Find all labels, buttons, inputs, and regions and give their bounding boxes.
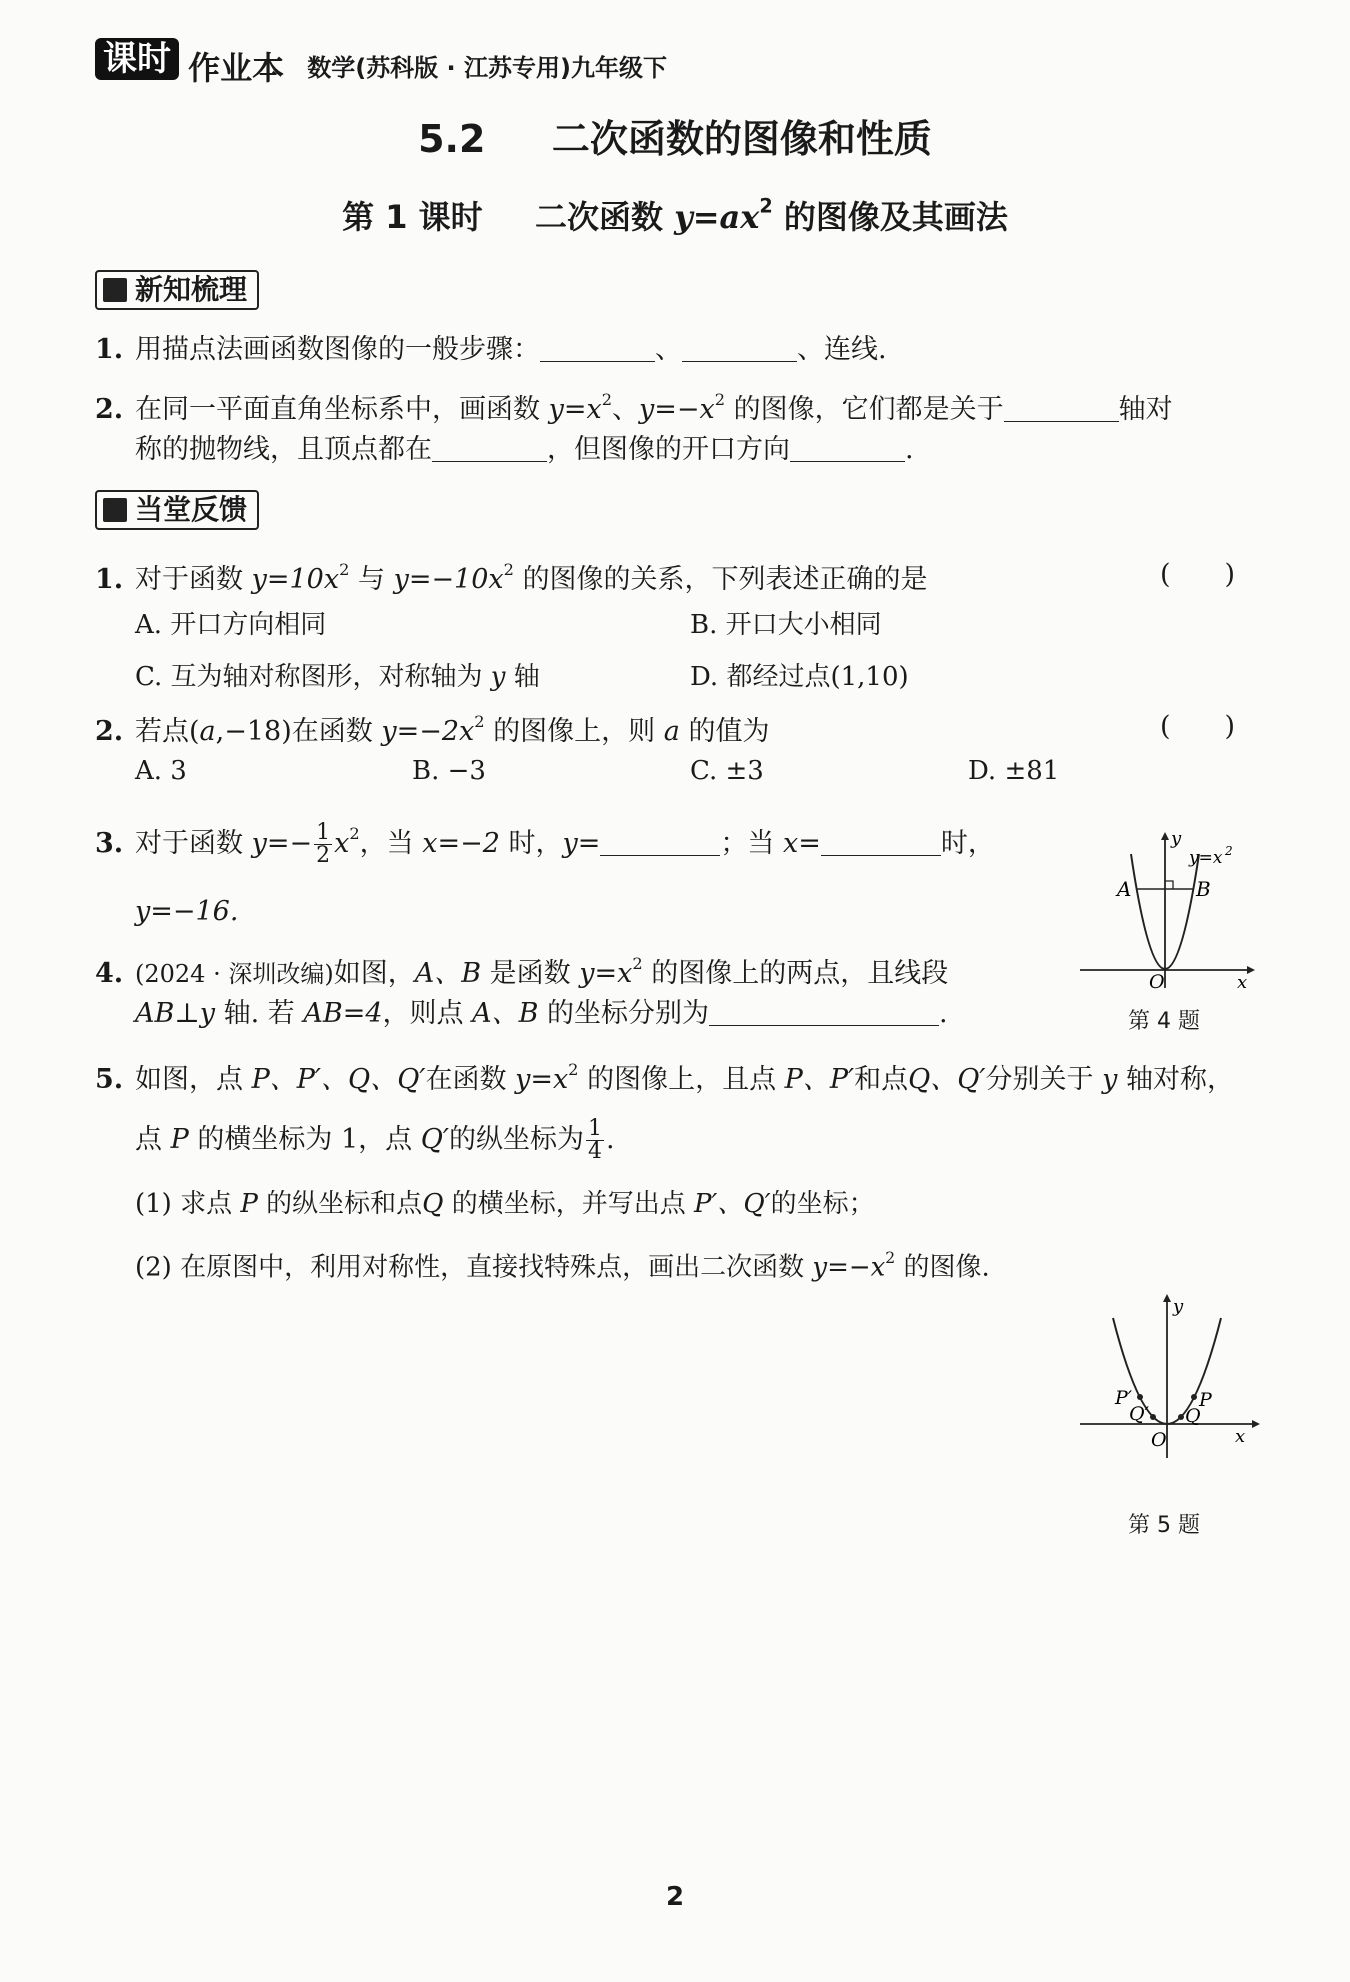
- question-text: 的横坐标，并写出点: [451, 1189, 686, 1219]
- option-c[interactable]: C. ±3: [690, 756, 764, 786]
- feedback-q3-line2: y=−16.: [135, 896, 239, 927]
- separator: 、: [655, 334, 682, 365]
- question-text: .: [605, 1124, 615, 1155]
- question-number: 4.: [95, 957, 124, 989]
- origin-label: O: [1151, 1429, 1167, 1451]
- curve-label-sup: 2: [1225, 844, 1233, 858]
- book-icon: [103, 278, 127, 302]
- point-p: [1191, 1394, 1197, 1400]
- feedback-q5: [95, 1052, 1234, 1098]
- curve-label: y=x: [1189, 848, 1223, 868]
- question-text: 的横坐标为 1，点: [197, 1124, 413, 1155]
- question-text: .: [905, 434, 914, 465]
- question-text: (1) 求点: [135, 1189, 233, 1219]
- variable: a: [663, 715, 680, 747]
- point-q-prime-label: Q′: [1129, 1403, 1149, 1425]
- variable: P: [240, 1189, 258, 1219]
- question-text: ,−18)在函数: [215, 715, 373, 747]
- question-text: 点: [135, 1124, 162, 1155]
- lesson-formula: y=ax: [674, 198, 760, 236]
- knowledge-q2: [95, 382, 1173, 428]
- feedback-q4-line2: [135, 996, 948, 1032]
- formula: y=−x: [639, 393, 715, 425]
- x-axis-arrow-icon: [1252, 1420, 1260, 1428]
- question-text: 与: [357, 563, 385, 595]
- option-text: C. 互为轴对称图形，对称轴为: [135, 662, 483, 692]
- answer-blank[interactable]: [600, 828, 720, 856]
- question-number: 1.: [95, 563, 124, 595]
- question-number: 3.: [95, 827, 124, 859]
- point-p-prime-label: P′: [1115, 1387, 1133, 1409]
- formula: AB=4: [303, 998, 383, 1029]
- question-text: 如图，: [333, 957, 415, 989]
- question-source: (2024 · 深圳改编): [135, 959, 334, 988]
- point-p-prime: [1137, 1394, 1143, 1400]
- x-label: x: [1235, 1426, 1246, 1447]
- answer-paren[interactable]: ( ): [1160, 711, 1236, 742]
- option-b[interactable]: B. 开口大小相同: [690, 610, 882, 640]
- answer-blank[interactable]: [540, 334, 655, 362]
- question-text: 的纵坐标为: [448, 1124, 584, 1155]
- superscript: 2: [568, 1060, 579, 1079]
- variable: P、P′: [784, 1063, 855, 1095]
- question-text: 如图，点: [135, 1063, 243, 1095]
- page-number: 2: [665, 1882, 685, 1912]
- question-number: 2.: [95, 715, 124, 747]
- formula: x=: [782, 827, 821, 859]
- variable: Q′: [420, 1124, 449, 1155]
- superscript: 2: [601, 390, 613, 409]
- variable: y: [1102, 1063, 1118, 1095]
- question-text: ，当: [359, 827, 414, 859]
- feedback-q5-part2: [135, 1240, 990, 1285]
- question-text: 分别关于: [985, 1063, 1094, 1095]
- option-a[interactable]: A. 3: [135, 756, 187, 786]
- answer-blank[interactable]: [790, 434, 905, 462]
- point-a-label: A: [1117, 877, 1132, 901]
- formula: AB⊥y: [135, 998, 215, 1029]
- fraction: [586, 1118, 604, 1163]
- variable: P: [170, 1124, 189, 1155]
- figure-5-caption: 第 5 题: [1128, 1513, 1200, 1538]
- lesson-sup: 2: [759, 194, 773, 218]
- point-q-label: Q: [1185, 1405, 1201, 1427]
- numerator: 1: [587, 1116, 602, 1141]
- formula: y=−10x: [393, 563, 504, 595]
- answer-blank[interactable]: [682, 334, 797, 362]
- lesson-suffix: 的图像及其画法: [783, 198, 1008, 236]
- feedback-q3: [95, 816, 995, 867]
- question-text: 的图像的关系，下列表述正确的是: [522, 563, 928, 595]
- question-number: 5.: [95, 1063, 124, 1095]
- question-text: 是函数: [489, 957, 571, 989]
- question-text: 时，: [508, 827, 563, 859]
- question-text: 称的抛物线，且顶点都在: [135, 434, 432, 465]
- pencil-icon: [103, 498, 127, 522]
- origin-label: O: [1149, 971, 1165, 990]
- question-text: 轴. 若: [223, 998, 295, 1029]
- x-label: x: [1237, 972, 1248, 990]
- denominator: 4: [587, 1139, 602, 1164]
- answer-paren[interactable]: ( ): [1160, 559, 1236, 590]
- question-text: .: [939, 998, 948, 1029]
- question-text: 在函数: [425, 1063, 507, 1095]
- right-angle-mark: [1165, 881, 1173, 889]
- superscript: 2: [714, 390, 726, 409]
- question-text: 轴对: [1118, 393, 1173, 425]
- superscript: 2: [503, 560, 514, 579]
- question-text: 轴对称，: [1126, 1063, 1234, 1095]
- question-text: 的图像上，则: [493, 715, 656, 747]
- superscript: 2: [339, 560, 350, 579]
- feedback-q2: [95, 704, 769, 750]
- question-text: 的图像上的两点，且线段: [651, 957, 949, 989]
- option-a[interactable]: A. 开口方向相同: [135, 610, 327, 640]
- series-name: 作业本: [188, 48, 285, 87]
- superscript: 2: [885, 1249, 896, 1267]
- answer-blank[interactable]: [821, 828, 941, 856]
- option-text: 轴: [513, 662, 540, 692]
- feedback-q5-part1: [135, 1186, 875, 1222]
- variable: P′、Q′: [694, 1189, 771, 1219]
- knowledge-q1: [95, 332, 887, 368]
- variable: a: [199, 715, 216, 747]
- fraction: [314, 819, 332, 868]
- y-axis-arrow-icon: [1163, 1294, 1171, 1302]
- point-b-label: B: [1196, 877, 1211, 901]
- x-axis-arrow-icon: [1247, 966, 1255, 974]
- option-d[interactable]: D. 都经过点(1,10): [690, 662, 909, 692]
- question-text: 的坐标；: [770, 1189, 875, 1219]
- figure-4-caption: 第 4 题: [1128, 1009, 1200, 1034]
- point-q: [1178, 1414, 1184, 1420]
- question-text: 的图像上，且点: [587, 1063, 777, 1095]
- figure-5: [1075, 1290, 1260, 1460]
- denominator: 2: [316, 842, 331, 868]
- formula: y=−2x: [381, 715, 475, 747]
- question-text: 和点: [854, 1063, 909, 1095]
- answer-blank[interactable]: [1004, 394, 1119, 422]
- formula: y=10x: [251, 563, 340, 595]
- variable: A、B: [472, 998, 539, 1029]
- variable: Q、Q′: [908, 1063, 986, 1095]
- variable: P、P′、Q、Q′: [251, 1063, 426, 1095]
- section-name: 二次函数的图像和性质: [551, 117, 932, 161]
- question-text: 在同一平面直角坐标系中，画函数: [135, 393, 540, 425]
- formula: y=x: [515, 1063, 569, 1095]
- question-number: 1.: [95, 334, 124, 365]
- option-b[interactable]: B. −3: [412, 756, 486, 786]
- feedback-q5-line2: [135, 1118, 615, 1163]
- section-new-knowledge: [95, 270, 259, 310]
- variable: A、B: [414, 957, 482, 989]
- formula: y=−x: [812, 1252, 886, 1283]
- question-text: 的坐标分别为: [547, 998, 710, 1029]
- question-text: 的纵坐标和点: [266, 1189, 423, 1219]
- superscript: 2: [474, 712, 485, 731]
- section-number: 5.2: [418, 117, 486, 161]
- superscript: 2: [349, 824, 360, 843]
- option-d[interactable]: D. ±81: [968, 756, 1060, 786]
- question-text: 用描点法画函数图像的一般步骤：: [135, 334, 540, 365]
- lesson-prefix: 第 1 课时: [342, 198, 483, 236]
- point-q-prime: [1150, 1414, 1156, 1420]
- question-text: (2) 在原图中，利用对称性，直接找特殊点，画出二次函数: [135, 1252, 805, 1283]
- superscript: 2: [632, 954, 643, 973]
- feedback-q1: [95, 552, 928, 598]
- question-text: 对于函数: [135, 563, 243, 595]
- answer-blank[interactable]: [709, 998, 939, 1026]
- question-text: 的图像，它们都是关于: [733, 393, 1004, 425]
- formula: y=: [562, 827, 601, 859]
- y-axis-arrow-icon: [1161, 832, 1169, 840]
- point-p-label: P: [1199, 1389, 1212, 1411]
- figure-4: [1075, 830, 1255, 990]
- formula: x: [334, 827, 350, 859]
- section-feedback: [95, 490, 259, 530]
- question-text: ，但图像的开口方向: [547, 434, 790, 465]
- brand-logo: 课时: [95, 38, 179, 80]
- section-label: 当堂反馈: [135, 493, 248, 526]
- question-text: 的图像.: [903, 1252, 990, 1283]
- separator: 、: [612, 393, 640, 425]
- y-label: y: [1173, 1296, 1184, 1317]
- formula: y=x: [548, 393, 602, 425]
- lesson-text: 二次函数: [534, 198, 663, 236]
- formula: y=x: [579, 957, 633, 989]
- question-text: 若点(: [135, 715, 200, 747]
- knowledge-q2-line2: [135, 432, 914, 468]
- lesson-title: [0, 192, 1350, 238]
- answer-blank[interactable]: [432, 434, 547, 462]
- question-text: 的值为: [688, 715, 770, 747]
- formula: x=−2: [422, 827, 500, 859]
- variable: Q: [422, 1189, 444, 1219]
- section-title: [0, 108, 1350, 163]
- option-c[interactable]: [135, 656, 540, 693]
- question-text: ，则点: [382, 998, 464, 1029]
- formula: y=−: [251, 827, 313, 859]
- page-header: [95, 38, 667, 89]
- question-text: 对于函数: [135, 827, 243, 859]
- numerator: 1: [316, 819, 331, 845]
- question-text: ；当: [720, 827, 775, 859]
- subject-info: 数学(苏科版 · 江苏专用)九年级下: [307, 54, 667, 82]
- section-label: 新知梳理: [135, 273, 248, 306]
- question-text: 、连线.: [797, 334, 887, 365]
- feedback-q4: [95, 946, 948, 992]
- variable: y: [490, 662, 506, 692]
- y-label: y: [1171, 830, 1182, 849]
- question-number: 2.: [95, 393, 124, 425]
- question-text: 时，: [940, 827, 995, 859]
